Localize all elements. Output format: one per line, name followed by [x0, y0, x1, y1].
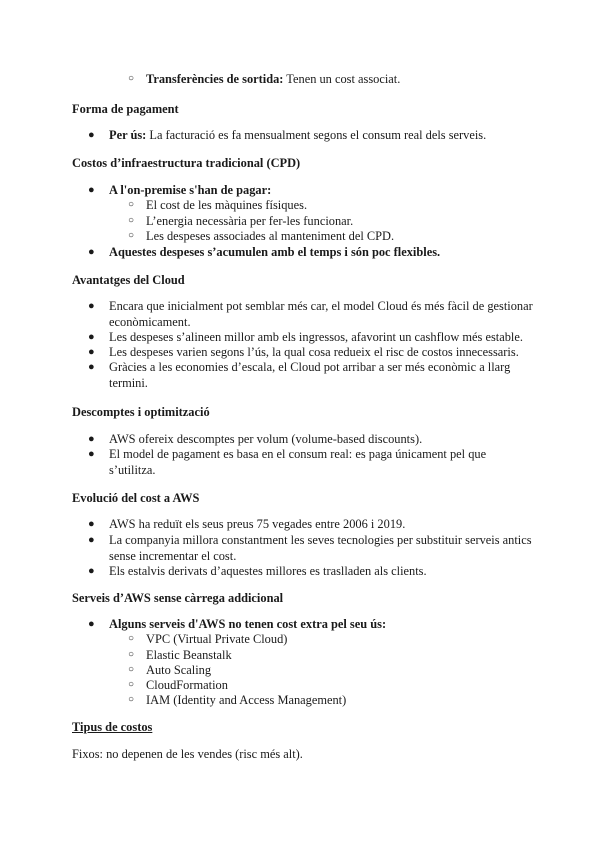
- sub-list-item: Elastic Beanstalk: [146, 648, 232, 662]
- sub-bullet-glyph: ○: [128, 230, 135, 241]
- section-heading: Tipus de costos: [72, 720, 153, 734]
- bullet-glyph: ●: [88, 361, 95, 373]
- list-item-text: La facturació es fa mensualment segons el consum real dels serveis.: [146, 128, 487, 142]
- bullet-glyph: ●: [88, 331, 95, 343]
- section-heading: Forma de pagament: [72, 102, 179, 116]
- bullet-glyph: ●: [88, 565, 95, 577]
- sub-bullet-glyph: ○: [128, 694, 135, 705]
- sub-bullet-glyph: ○: [128, 199, 135, 210]
- bullet-glyph: ●: [88, 129, 95, 141]
- list-item: Gràcies a les economies d’escala, el Cloud pot arribar a ser més econòmic a llarg termini.: [109, 360, 511, 390]
- bullet-glyph: ●: [88, 518, 95, 530]
- sub-list-item: Les despeses associades al manteniment del CPD.: [146, 229, 395, 243]
- sub-list-item: VPC (Virtual Private Cloud): [146, 632, 288, 646]
- sub-list-item: CloudFormation: [146, 678, 228, 692]
- list-item: [109, 182, 539, 198]
- list-item: [146, 71, 546, 87]
- section-heading: Descomptes i optimització: [72, 405, 210, 419]
- list-item: Les despeses s’alineen millor amb els ingressos, afavorint un cashflow més estable.: [109, 330, 523, 344]
- bullet-glyph: ●: [88, 448, 95, 460]
- sub-list-item: L’energia necessària per fer-les funcionar.: [146, 214, 354, 228]
- section-heading: Serveis d’AWS sense càrrega addicional: [72, 591, 284, 605]
- bullet-glyph: ●: [88, 534, 95, 546]
- bullet-glyph: ●: [88, 300, 95, 312]
- list-item: El model de pagament es basa en el consum real: es paga únicament pel que s’utilitza.: [109, 447, 487, 477]
- list-item: AWS ha reduït els seus preus 75 vegades entre 2006 i 2019.: [109, 517, 406, 531]
- list-item-text: Tenen un cost associat.: [283, 72, 401, 86]
- bullet-glyph: ●: [88, 246, 95, 258]
- sub-bullet-glyph: ○: [128, 73, 135, 84]
- sub-bullet-glyph: ○: [128, 215, 135, 226]
- bullet-glyph: ●: [88, 618, 95, 630]
- list-item-bold: Per ús:: [109, 128, 147, 142]
- list-item: [109, 616, 539, 632]
- list-item: Les despeses varien segons l’ús, la qual cosa redueix el risc de costos innecessaris.: [109, 345, 519, 359]
- section-heading: Costos d’infraestructura tradicional (CPD): [72, 156, 301, 170]
- list-item: Encara que inicialment pot semblar més car, el model Cloud és més fàcil de gestionar econòmicament.: [109, 299, 533, 329]
- list-item: AWS ofereix descomptes per volum (volume-based discounts).: [109, 432, 423, 446]
- bullet-glyph: ●: [88, 433, 95, 445]
- list-item: [109, 244, 549, 260]
- list-item: La companyia millora constantment les seves tecnologies per substituir serveis antics sense incrementar el cost.: [109, 533, 532, 563]
- sub-bullet-glyph: ○: [128, 679, 135, 690]
- section-heading: Avantatges del Cloud: [72, 273, 185, 287]
- bullet-glyph: ●: [88, 184, 95, 196]
- list-item-bold: Transferències de sortida:: [146, 72, 284, 86]
- list-item: [109, 127, 549, 143]
- list-item-bold: Alguns serveis d'AWS no tenen cost extra pel seu ús:: [109, 617, 387, 631]
- section-heading: Evolució del cost a AWS: [72, 491, 200, 505]
- bullet-glyph: ●: [88, 346, 95, 358]
- list-item: Els estalvis derivats d’aquestes millores es traslladen als clients.: [109, 564, 427, 578]
- sub-bullet-glyph: ○: [128, 664, 135, 675]
- sub-bullet-glyph: ○: [128, 633, 135, 644]
- paragraph: Fixos: no depenen de les vendes (risc més alt).: [72, 747, 303, 761]
- sub-list-item: IAM (Identity and Access Management): [146, 693, 347, 707]
- list-item-bold: A l'on-premise s'han de pagar:: [109, 183, 272, 197]
- sub-list-item: El cost de les màquines físiques.: [146, 198, 308, 212]
- list-item-bold: Aquestes despeses s’acumulen amb el temps i són poc flexibles.: [109, 245, 441, 259]
- sub-list-item: Auto Scaling: [146, 663, 212, 677]
- sub-bullet-glyph: ○: [128, 649, 135, 660]
